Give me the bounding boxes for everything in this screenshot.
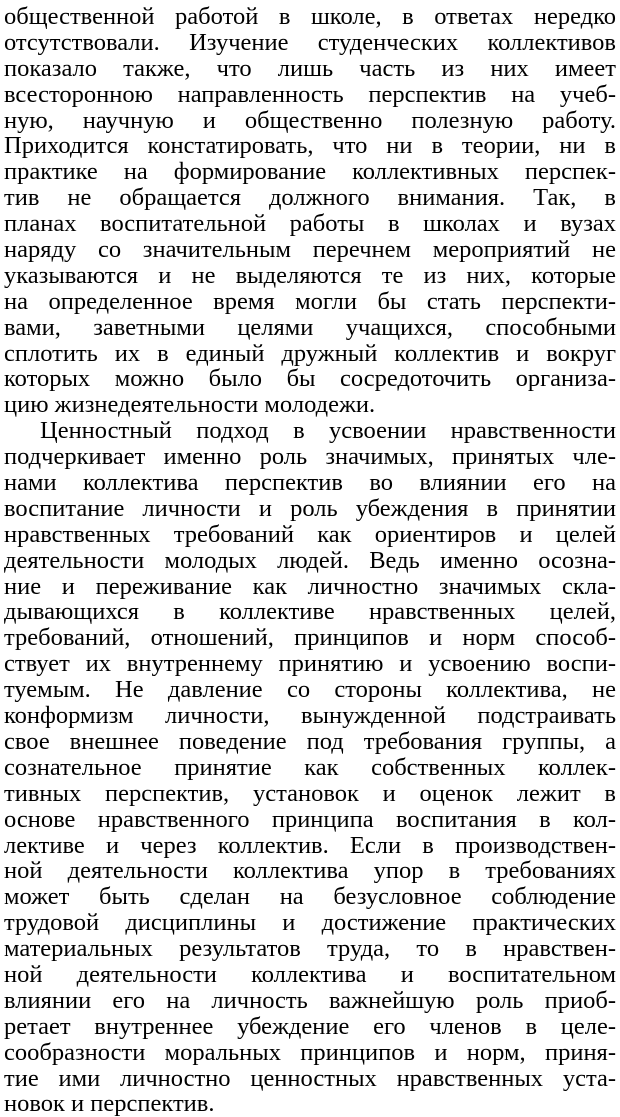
text-line: отсутствовали. Изучение студенческих коллективов bbox=[4, 29, 616, 56]
text-line: ние и переживание как личностно значимых скла- bbox=[4, 573, 616, 600]
text-line: Ценностный подход в усвоении нравственности bbox=[40, 418, 616, 445]
text-line: цию жизнедеятельности молодежи. bbox=[4, 392, 376, 419]
text-line: нами коллектива перспектив во влиянии его на bbox=[4, 470, 616, 496]
text-line: лективе и через коллектив. Если в производствен- bbox=[4, 832, 616, 859]
text-line: вами, заветными целями учащихся, способными bbox=[4, 314, 616, 341]
text-line: ретает внутреннее убеждение его членов в целе- bbox=[4, 1013, 616, 1040]
text-line: сплотить их в единый дружный коллектив и вокруг bbox=[4, 340, 616, 367]
text-line: показало также, что лишь часть из них имеет bbox=[4, 55, 616, 82]
text-line: ной деятельности коллектива и воспитательном bbox=[4, 961, 616, 988]
text-line: практике на формирование коллективных перспек- bbox=[4, 159, 616, 186]
text-line: туемым. Не давление со стороны коллектива, не bbox=[4, 677, 616, 704]
text-line: сообразности моральных принципов и норм, приня- bbox=[4, 1039, 616, 1066]
text-line: тив не обращается должного внимания. Так, в bbox=[4, 185, 616, 212]
text-line: общественной работой в школе, в ответах нередко bbox=[4, 4, 616, 30]
paragraph-2 bbox=[4, 418, 616, 1117]
text-line: тивных перспектив, установок и оценок лежит в bbox=[4, 780, 616, 807]
text-line: конформизм личности, вынужденной подстраивать bbox=[4, 703, 616, 729]
text-line: материальных результатов труда, то в нравствен- bbox=[4, 936, 616, 962]
text-line: на определенное время могли бы стать перспекти- bbox=[4, 288, 616, 315]
text-line: подчеркивает именно роль значимых, принятых чле- bbox=[4, 444, 616, 471]
text-line: дывающихся в коллективе нравственных целей, bbox=[4, 599, 616, 626]
text-line: сознательное принятие как собственных коллек- bbox=[4, 754, 616, 781]
text-line: воспитание личности и роль убеждения в принятии bbox=[4, 495, 616, 522]
text-line: ную, научную и общественно полезную работу. bbox=[4, 107, 616, 134]
text-line: нравственных требований как ориентиров и целей bbox=[4, 521, 616, 548]
text-line: всесторонною направленность перспектив на учеб- bbox=[4, 81, 616, 108]
text-line: трудовой дисциплины и достижение практических bbox=[4, 910, 616, 937]
text-line: новок и перспектив. bbox=[4, 1091, 215, 1117]
text-line: Приходится констатировать, что ни в теории, ни в bbox=[4, 133, 616, 160]
text-line: указываются и не выделяются те из них, которые bbox=[4, 262, 616, 289]
text-line: влиянии его на личность важнейшую роль приоб- bbox=[4, 987, 616, 1014]
text-line: требований, отношений, принципов и норм способ- bbox=[4, 625, 616, 652]
text-line: основе нравственного принципа воспитания в кол- bbox=[4, 806, 616, 833]
paragraph-1 bbox=[4, 4, 616, 418]
text-line: деятельности молодых людей. Ведь именно осозна- bbox=[4, 547, 616, 574]
text-line: планах воспитательной работы в школах и вузах bbox=[4, 211, 616, 238]
text-line: ной деятельности коллектива упор в требованиях bbox=[4, 858, 616, 885]
text-line: свое внешнее поведение под требования группы, а bbox=[4, 728, 616, 755]
text-line: тие ими личностно ценностных нравственных уста- bbox=[4, 1065, 616, 1092]
text-line: может быть сделан на безусловное соблюдение bbox=[4, 884, 616, 911]
text-line: ствует их внутреннему принятию и усвоению воспи- bbox=[4, 651, 616, 678]
text-line: наряду со значительным перечнем мероприятий не bbox=[4, 237, 616, 263]
text-line: которых можно было бы сосредоточить организа- bbox=[4, 366, 616, 393]
